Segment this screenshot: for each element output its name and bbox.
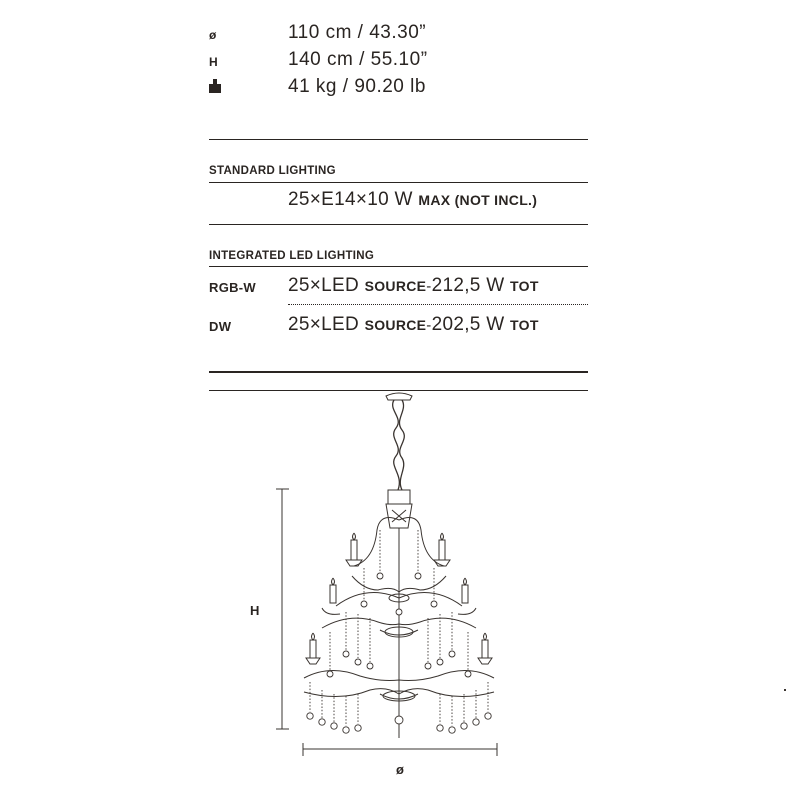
led-row-tot: TOT: [510, 278, 539, 294]
led-row-label: RGB-W: [209, 280, 256, 295]
led-row-tot: TOT: [510, 317, 539, 333]
led-row-watt: 212,5 W: [431, 275, 505, 296]
led-row-source: SOURCE: [364, 317, 427, 333]
weight-value: 41 kg / 90.20 lb: [288, 76, 426, 97]
led-row-main: 25×LED: [288, 275, 359, 296]
height-value: 140 cm / 55.10”: [288, 49, 428, 70]
led-row-main: 25×LED: [288, 314, 359, 335]
standard-lighting-main: 25×E14×10 W: [288, 189, 413, 210]
led-row-sep: -: [426, 278, 432, 295]
integrated-led-title: INTEGRATED LED LIGHTING: [209, 250, 375, 262]
led-row-sep: -: [426, 317, 432, 334]
standard-lighting-title: STANDARD LIGHTING: [209, 165, 336, 177]
led-row-watt: 202,5 W: [431, 314, 505, 335]
diameter-value: 110 cm / 43.30”: [288, 22, 427, 43]
standard-lighting-suffix: MAX (NOT INCL.): [418, 192, 538, 208]
diameter-dimension-label: ø: [396, 762, 404, 777]
height-icon: H: [209, 55, 218, 69]
height-dimension-label: H: [250, 603, 260, 618]
led-row-source: SOURCE: [364, 278, 427, 294]
led-row-label: DW: [209, 319, 232, 334]
diameter-icon: ø: [209, 28, 217, 42]
